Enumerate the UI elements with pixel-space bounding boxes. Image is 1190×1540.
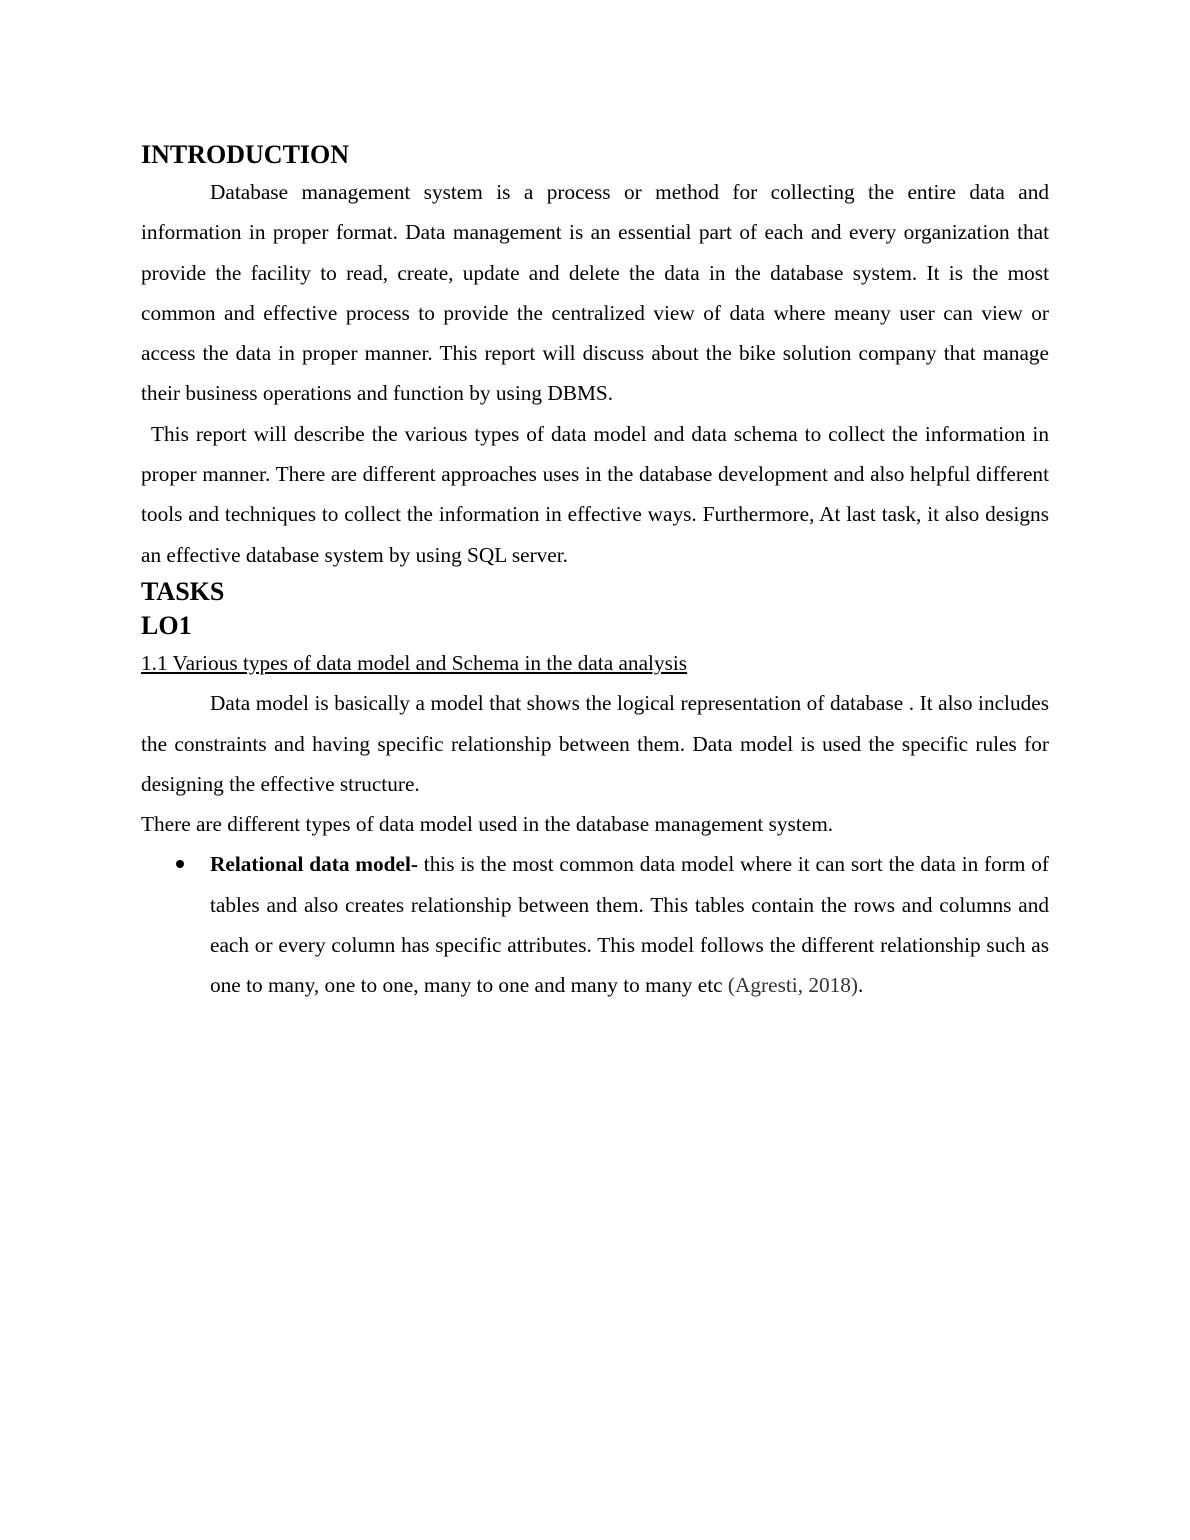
lo1-heading: LO1 <box>141 610 192 640</box>
document-page <box>141 138 1049 1006</box>
list-item <box>141 844 1049 1005</box>
data-model-types-intro: There are different types of data model used in the database management system. <box>141 812 834 837</box>
introduction-paragraph-1: Database management system is a process or method for collecting the entire data and information in proper format. Data management is an essential part of each and every organization that provide the facility to read, create, update and delete the data in the database system. It is the most common and effective process to provide the centralized view of data where meany user can view or access the data in proper manner. This report will discuss about the bike solution company that manage their business operations and function by using DBMS. <box>141 180 1049 406</box>
tasks-heading: TASKS <box>141 576 225 606</box>
introduction-heading: INTRODUCTION <box>141 140 350 169</box>
introduction-paragraph-2: This report will describe the various types of data model and data schema to collect the information in proper manner. There are different approaches uses in the database development and also helpful different tools and techniques to collect the information in effective ways. Furthermore, At last task, it also designs an effective database system by using SQL server. <box>141 421 1049 567</box>
data-model-bullet-list <box>141 844 1049 1005</box>
data-model-paragraph: Data model is basically a model that shows the logical representation of database . It also includes the constraints and having specific relationship between them. Data model is used the specific rules for designing the effective structure. <box>141 691 1049 796</box>
section-1-1-subheading: 1.1 Various types of data model and Schema in the data analysis <box>141 650 688 675</box>
bullet-text: this is the most common data model where it can sort the data in form of tables and also creates relationship between them. This tables contain the rows and columns and each or every column has specific attributes. This model follows the different relationship such as one to many, one to one, many to one and many to many etc <box>210 852 1049 998</box>
bullet-term: Relational data model- <box>210 852 418 877</box>
bullet-end: . <box>858 973 864 998</box>
citation: (Agresti, 2018) <box>727 973 859 998</box>
bullet-icon <box>176 860 184 868</box>
